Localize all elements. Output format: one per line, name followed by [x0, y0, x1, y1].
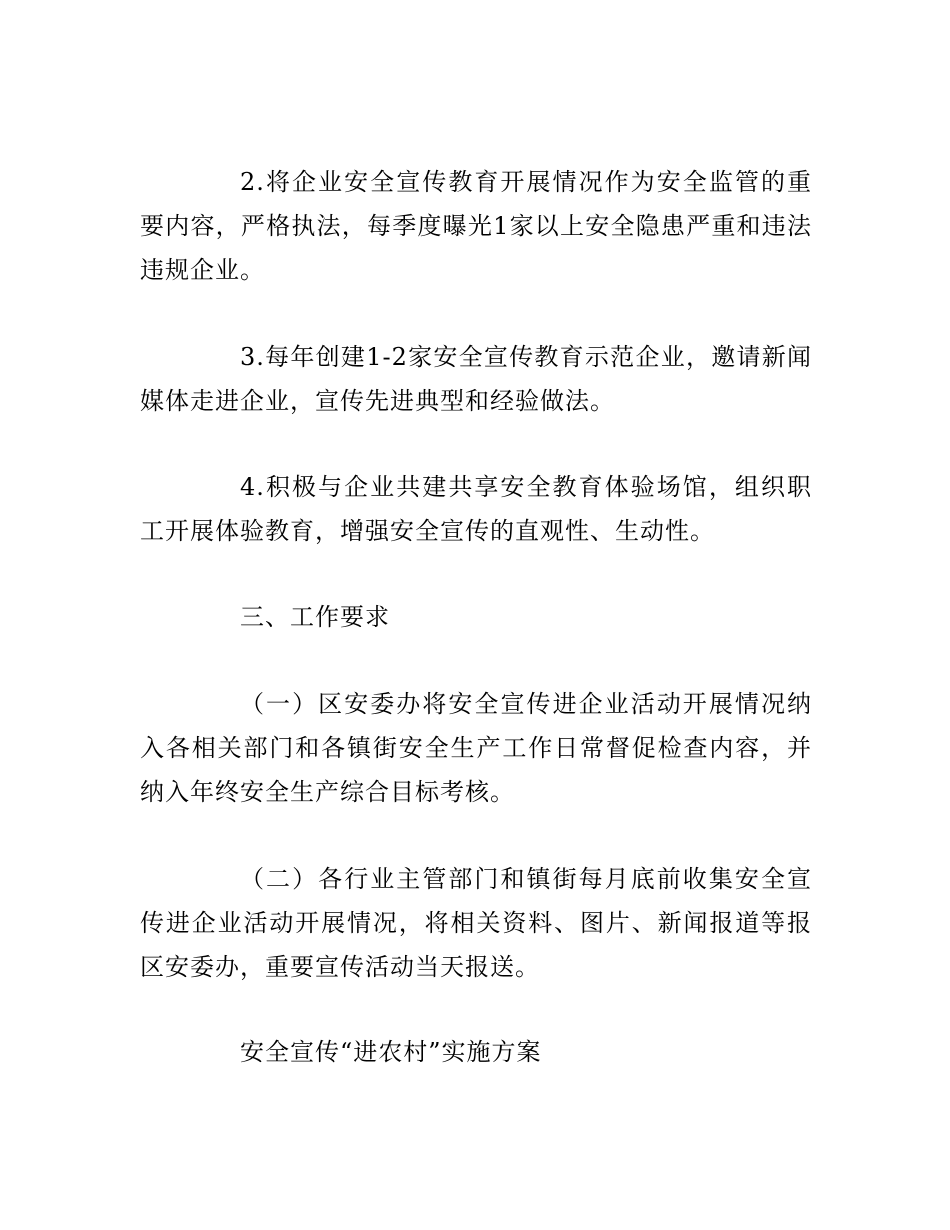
- paragraph-requirement-2: （二）各行业主管部门和镇街每月底前收集安全宣传进企业活动开展情况，将相关资料、图片、新闻报道等报区安委办，重要宣传活动当天报送。: [140, 865, 812, 981]
- paragraph-requirement-1: （一）区安委办将安全宣传进企业活动开展情况纳入各相关部门和各镇街安全生产工作日常督促检查内容，并纳入年终安全生产综合目标考核。: [140, 690, 812, 806]
- section-heading-work-requirements: 三、工作要求: [240, 603, 390, 631]
- paragraph-item-3: 3.每年创建1-2家安全宣传教育示范企业，邀请新闻媒体走进企业，宣传先进典型和经验做法。: [140, 343, 812, 415]
- plan-title: 安全宣传“进农村”实施方案: [240, 1038, 542, 1066]
- paragraph-item-4: 4.积极与企业共建共享安全教育体验场馆，组织职工开展体验教育，增强安全宣传的直观性、生动性。: [140, 473, 812, 545]
- paragraph-item-2: 2.将企业安全宣传教育开展情况作为安全监管的重要内容，严格执法，每季度曝光1家以上安全隐患严重和违法违规企业。: [140, 168, 812, 284]
